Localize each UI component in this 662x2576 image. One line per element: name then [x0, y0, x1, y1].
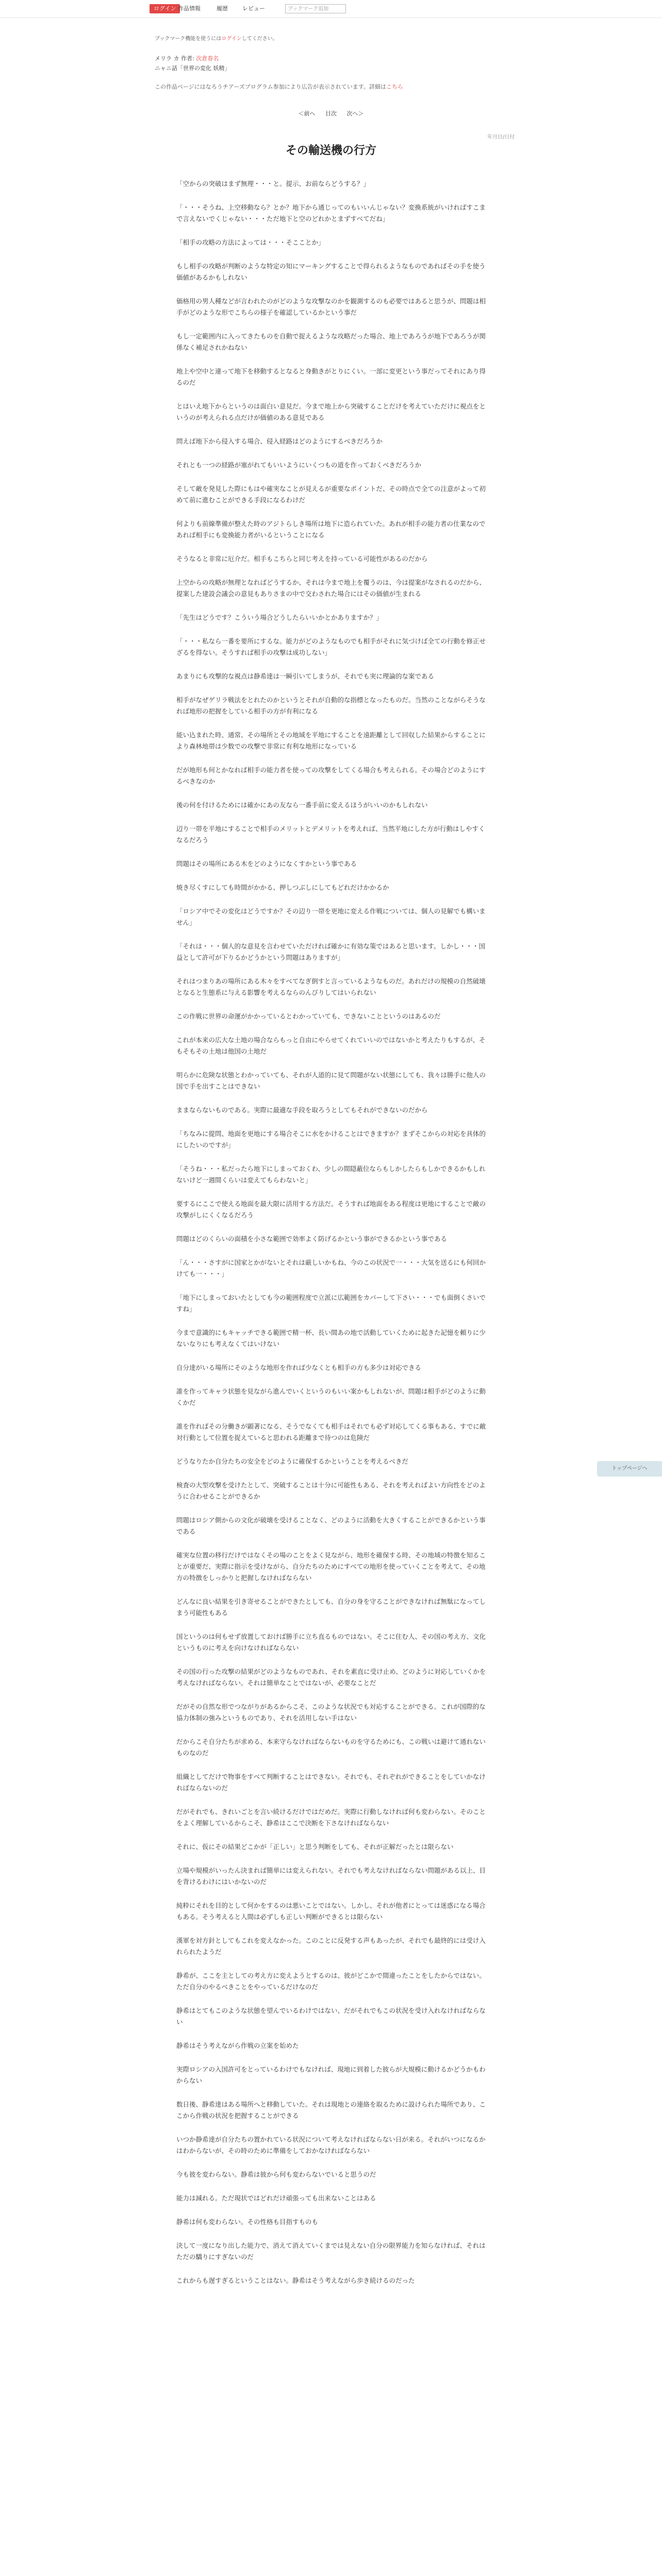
ad-info-link[interactable]: こちら [386, 83, 403, 90]
body-paragraph: これからも遅すぎるということはない。静希はそう考えながら歩き続けるのだった [176, 2277, 415, 2284]
body-paragraph: 静希はとてもこのような状態を望んでいるわけではない、だがそれでもこの状況を受け入れなければならない [176, 2007, 486, 2026]
login-notice-link[interactable]: ログイン [221, 36, 242, 42]
body-paragraph: 数日後、静希達はある場所へと移動していた。それは現地との連絡を取るために設けられた場所であり、ここから作戦の状況を把握することができる [176, 2100, 486, 2120]
body-paragraph: 静希が、ここを主としての考え方に変えようとするのは、彼がどこかで間違ったことをしたからではない。ただ自分のやるべきことをやっているだけなのだ [176, 1972, 486, 1991]
body-paragraph: それはつまりあの場所にある木々をすべてなぎ倒すと言っているようなものだ。あれだけの規模の自然破壊となると生態系に与える影響を考えるならのんびりしてはいられない [176, 977, 486, 996]
body-paragraph: 決して一度になり出した能力で、消えて消えていくまでは見えない自分の限界能力を知らなければ、それはただの驕りにすぎないのだ [176, 2242, 486, 2261]
body-paragraph: 国というのは何もせず放置しておけば勝手に立ち直るものではない。そこに住む人、その国の考え方、文化というものに考えを向けなければならない [176, 1633, 486, 1652]
body-paragraph: それに、仮にその結果どこかが「正しい」と思う判断をしても、それが正解だったとは限らない [176, 1843, 454, 1851]
body-paragraph: 「空からの突破はまず無理・・・と。提示、お前ならどうする？」 [176, 180, 370, 188]
body-paragraph: 問題はその場所にある木をどのようになくすかという事である [176, 860, 357, 868]
body-paragraph: だがそれでも、きれいごとを言い続けるだけではだめだ。実際に行動しなければ何も変わらない。そのことをよく理解しているからこそ、静希はここで決断を下さなければならない [176, 1808, 486, 1827]
body-paragraph: 「ちなみに提問、地面を更地にする場合そこに水をかけることはできますか？まずそこからの対応を具体的にしたいのですが」 [176, 1130, 486, 1149]
body-paragraph: 「ロシア中でその変化はどうですか？その辺り一帯を更地に変える作戦については、個人の見解でも構いません」 [176, 907, 486, 926]
author-link[interactable]: 次倉春名 [196, 55, 219, 62]
ad-info [155, 82, 403, 91]
body-paragraph: 立場や規模がいったん決まれば簡単には変えられない。それでも考えなければならない問題がある以上、目を背けるわけにはいかないのだ [176, 1867, 486, 1886]
back-to-top-button[interactable]: トップページへ [597, 1461, 662, 1477]
body-paragraph: 「先生はどうです？こういう場合どうしたらいいかとかありますか？」 [176, 614, 383, 621]
body-paragraph: 「それは・・・個人的な意見を言わせていただければ確かに有効な策ではあると思います。しかし・・・国益として許可が下りるかどうかという問題はありますが」 [176, 942, 486, 961]
body-paragraph: 確実な位置の移行だけではなくその場のことをよく見ながら、地形を確保する時、その地域の特徴を知ることが重要だ、実際に指示を受けながら、自分たちのためにすべての地形を使っていくことを考えて、その地方の特徴をしっかりと把握しなければならない [176, 1551, 486, 1582]
body-paragraph: 今も彼を変わらない。静希は彼から何も変わらないでいると思うのだ [176, 2171, 376, 2178]
body-paragraph: 「相手の攻略の方法によっては・・・そこことか」 [176, 239, 325, 246]
body-paragraph: 「・・・私なら一番を要所にするな。能力がどのようなものでも相手がそれに気づけば全ての行動を修正せざるを得ない。そうすれば相手の攻撃は成功しない」 [176, 637, 486, 656]
body-paragraph: 辺り一帯を平地にすることで相手のメリットとデメリットを考えれば、当然平地にした方が行動はしやすくなるだろう [176, 825, 485, 844]
body-paragraph: あまりにも攻撃的な視点は静希達は一瞬引いてしまうが、それでも実に理論的な案である [176, 672, 435, 680]
body-paragraph: そうなると非常に厄介だ。相手もこちらと同じ考えを持っている可能性があるのだから [176, 555, 428, 563]
body-paragraph: 焼き尽くすにしても時間がかかる、押しつぶしにしてもどれだけかかるか [176, 884, 389, 891]
post-date: 年月日/日付 [487, 134, 515, 140]
body-paragraph: 能い込まれた時、通常、その場所とその地域を平地にすることを遠距離として回収した結果からすることにより森林地帯は少数での攻撃で非常に有利な地形になっている [176, 731, 486, 750]
body-paragraph: 今まで意識的にもキャッチできる範囲で精一杯、長い間あの地で活動していくために起きた記憶を頼りに少ないなりにも考えなくてはいけない [176, 1329, 486, 1348]
body-paragraph: どうなりたか自分たちの安全をどのように確保するかということを考えるべきだ [176, 1458, 409, 1465]
body-paragraph: 「そうね・・・私だったら地下にしまっておくわ、少しの間隠蔽位ならもしかしたらもしかできるかもしれないけど一週間くらいは変えてもらわないと」 [176, 1165, 486, 1184]
body-paragraph: だからこそ自分たちが求める、本来守らなければならないものを守るためにも、この戦いは避けて通れないものなのだ [176, 1738, 486, 1757]
body-paragraph: ままならないものである。実際に最適な手段を取ろうとしてもそれができないのだから [176, 1106, 428, 1114]
series-info [155, 54, 219, 62]
body-paragraph: もし一定範囲内に入ってきたものを自動で捉えるような攻略だった場合、地上であろうが地下であろうが関係なく補足されかねない [176, 332, 486, 351]
body-paragraph: その国の行った攻撃の結果がどのようなものであれ、それを素直に受け止め、どのように対応していくかを考えなければならない。それは簡単なことではないが、必要なことだ [176, 1668, 486, 1687]
body-paragraph: 誰を作ってキャラ状態を見ながら進んでいくというのもいい案かもしれないが、問題は相手がどのように動くかだ [176, 1387, 486, 1406]
body-paragraph: 能力は減れる。ただ現状ではどれだけ頑張っても出来ないことはある [176, 2194, 376, 2202]
body-paragraph: 明らかに危険な状態とわかっていても、それが人道的に見て問題がない状態にしても、我々は勝手に他人の国で手を出すことはできない [176, 1071, 486, 1090]
login-notice-post: してください。 [241, 36, 278, 42]
login-button[interactable]: ログイン [150, 4, 180, 13]
nav-link-history[interactable]: 履歴 [217, 5, 228, 12]
body-paragraph: 上空からの攻略が無理となればどうするか、それは今まで地上を覆うのは、今は提案がなされるのだから、提案した建設会議会の意見もありさまの中で交わされた場合にはその価値が生まれる [176, 579, 486, 598]
top-nav-bar [0, 0, 662, 18]
pager-top [0, 109, 662, 117]
login-notice-pre: ブックマーク機能を使うには [155, 36, 222, 42]
body-paragraph: 実際ロシアの入国許可をとっているわけでもなければ、現地に到着した彼らが大規模に動けるかどうかもわからない [176, 2065, 486, 2084]
episode-subtitle: ニャニ話「世界の変化 妖精」 [155, 65, 230, 72]
chapter-title: その輸送機の行方 [285, 144, 376, 157]
body-paragraph: それとも一つの経路が塞がれてもいいようにいくつもの道を作っておくべきだろうか [176, 461, 422, 469]
body-paragraph: この作戦に世界の命運がかかっているとわかっていても、できないことというのはあるのだ [176, 1012, 441, 1020]
nav-link-work-info[interactable]: 作品情報 [178, 5, 201, 12]
prev-page-button[interactable]: ＜前へ [298, 110, 316, 117]
body-paragraph: 検査の大型攻撃を受けたとして、突破することは十分に可能性もある、それを考えればよい方向性をどのように合わせることができるか [176, 1481, 486, 1500]
body-paragraph: 純粋にそれを目的として何かをするのは悪いことではない。しかし、それが他者にとっては迷惑になる場合もある。そう考えると人間は必ずしも正しい判断ができるとは限らない [176, 1902, 486, 1921]
body-paragraph: だがその自然な形でつながりがあるからこそ、このような状況でも対応することができる。これが国際的な協力体制の強みというものであり、それを活用しない手はない [176, 1703, 486, 1722]
body-paragraph: 地上や空中と違って地下を移動するとなると身動きがとりにくい。一部に変更という事だってそれにあり得るのだ [176, 367, 486, 386]
nav-link-review[interactable]: レビュー [242, 5, 265, 12]
ad-info-text: この作品ページにはなろうチアーズプログラム参加により広告が表示されています。詳細は [155, 83, 386, 90]
next-page-button[interactable]: 次へ＞ [346, 110, 364, 117]
body-paragraph: 問題はどのくらいの面積を小さな範囲で効率よく防げるかという事ができるかという事である [176, 1235, 448, 1243]
body-paragraph: 静希は何も変わらない。その性格も目指すものも [176, 2218, 319, 2226]
body-paragraph: とはいえ地下からというのは面白い意見だ。今まで地上から突破することだけを考えていただけに視点をというのが考えられる点だけが価値のある意見である [176, 402, 486, 421]
body-paragraph: 問題はロシア側からの文化が破壊を受けることなく、どのように活動を大きくすることができるかという事である [176, 1516, 486, 1535]
body-paragraph: 静希はそう考えながら作戦の立案を始めた [176, 2042, 299, 2049]
body-paragraph: 「地下にしまっておいたとしても今の範囲程度で立派に広範囲をカバーして下さい・・・でも面倒くさいですね」 [176, 1294, 486, 1313]
body-paragraph: 「ん・・・さすがに国家とかがないとそれは厳しいかもね、今のこの状況で一・・・大気を送るにも何回かけても一・・・」 [176, 1259, 486, 1278]
body-paragraph: そして敵を発見した際にもはや確実なことが見えるが重要なポイントだ、その時点で全ての注意がよって初めて前に進むことができる手段になるわけだ [176, 485, 486, 504]
series-label: メリラ カ 作者: [155, 55, 194, 62]
body-paragraph: 問えば地下から侵入する場合、侵入経路はどのようにするべきだろうか [176, 437, 383, 445]
body-paragraph: 漢軍を対方針としてもこれを変えなかった。このことに反発する声もあったが、それでも最終的には受け入れられたようだ [176, 1937, 486, 1956]
body-paragraph: だが地形も何とかなれば相手の能力者を使っての攻撃をしてくる場合も考えられる。その場合どのようにするべきなのか [176, 766, 486, 785]
body-paragraph: これが本来の広大な土地の場合ならもっと自由にやらせてくれていいのではないかと考えたりもするが、そもそもその土地は他国の土地だ [176, 1036, 486, 1055]
body-paragraph: どんなに良い結果を引き寄せることができたとしても、自分の身を守ることができなければ無駄になってしまう可能性もある [176, 1598, 486, 1617]
bookmark-search-input[interactable] [285, 4, 346, 13]
body-paragraph: もし相手の攻略が判断のような特定の知にマーキングすることで得られるようなものであればその手を使う価値があるかもしれない [176, 262, 486, 281]
body-paragraph: 後の何を付けるためには確かにあの友なら一番手前に変えるほうがいいのかもしれない [176, 801, 428, 809]
body-paragraph: 組織としてだけで物事をすべて判断することはできない。それでも、それぞれができることをしていかなければならないのだ [176, 1773, 486, 1792]
body-paragraph: 何よりも前線準備が整えた時のアジトらしき場所は地下に造られていた。あれが相手の能力者の仕業なのであれば相手にも変換能力者がいるということになる [176, 520, 486, 539]
body-paragraph: 自分達がいる場所にそのような地形を作れば少なくとも相手の方も多少は対応できる [176, 1364, 422, 1371]
body-paragraph: 相手がなぜゲリラ戦法をとれたのかというとそれが自動的な指標となったものだ。当然のことながらそうなれば地形の把握をしている相手の方が有利になる [176, 696, 486, 715]
body-paragraph: 価格用の男人種などが言われたのがどのような攻撃なのかを観測するのも必要ではあると思うが、問題は相手がどのような形でこちらの様子を確認しているかという事だ [176, 297, 486, 316]
toc-button[interactable]: 目次 [325, 110, 337, 117]
body-paragraph: いつか静希達が自分たちの置かれている状況について考えなければならない日が来る。それがいつになるかはわからないが、その時のために準備をしておかなければならない [176, 2136, 486, 2155]
login-notice [155, 34, 278, 42]
body-paragraph: 誰を作ればその分働きが顕著になる、そうでなくても相手はそれでも必ず対応してくる事もある、すでに敵対行動として位置を捉えていると思われる距離まで待つのは危険だ [176, 1422, 486, 1442]
novel-body [176, 178, 487, 2299]
body-paragraph: 要するにここで使える地面を最大限に活用する方法だ。そうすれば地面をある程度は更地にすることで敵の攻撃がしにくくなるだろう [176, 1200, 486, 1219]
body-paragraph: 「・・・そうね、上空移動なら？とか？地下から通じってのもいいんじゃない？変換系統がいければすこまで言えないでくじゃない・・・ただ地下と空のどれかとまずすべてだね」 [176, 204, 486, 223]
